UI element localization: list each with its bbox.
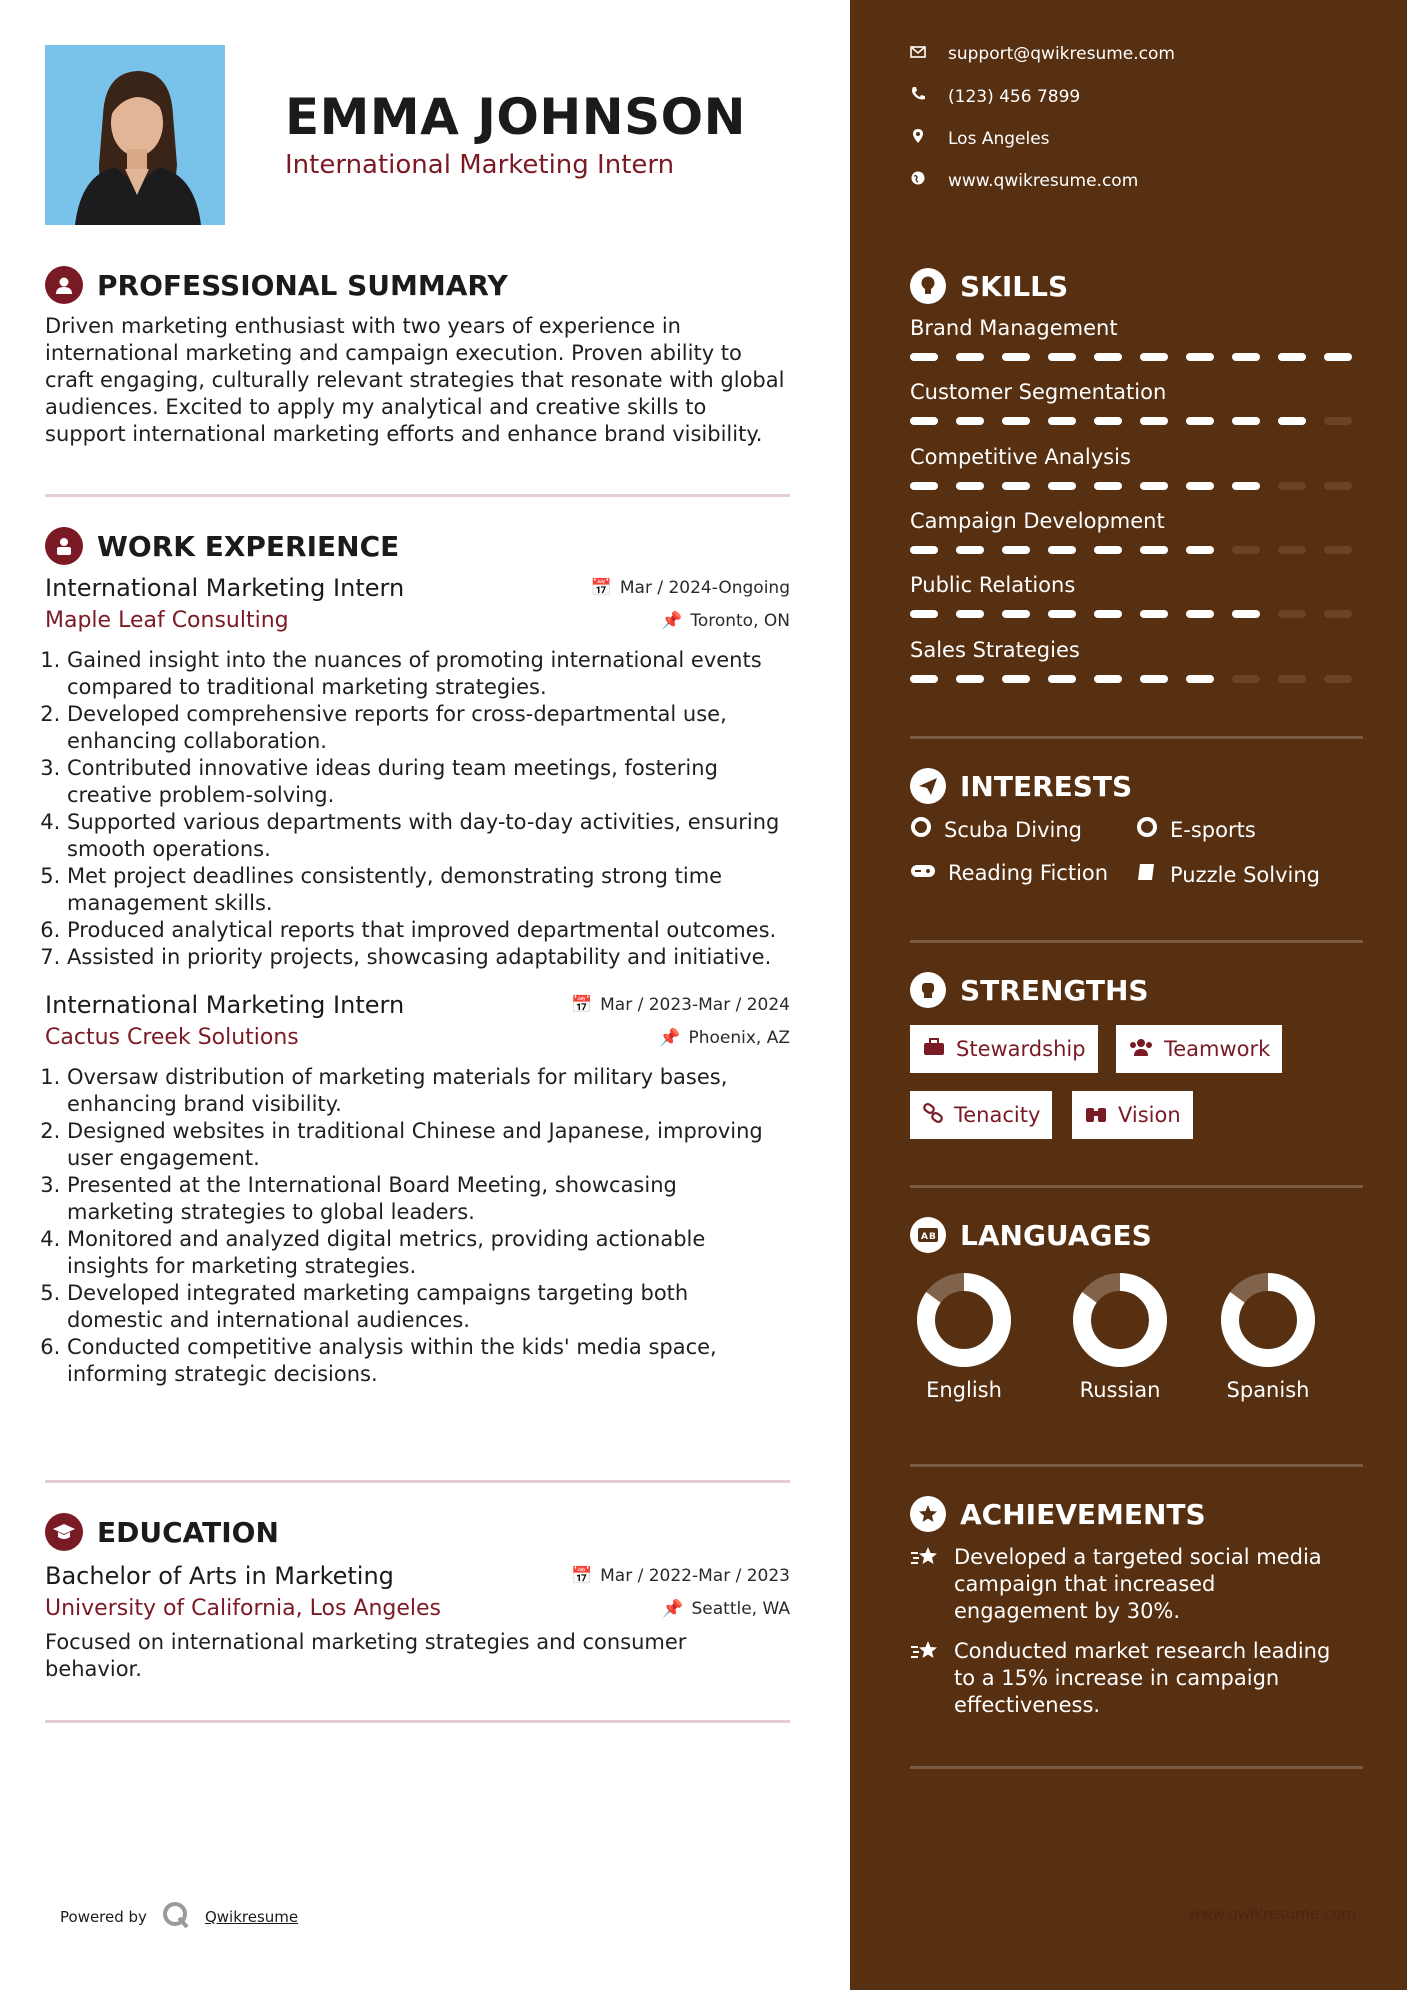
language-item: [1060, 1270, 1180, 1402]
svg-text:A: A: [921, 1232, 928, 1242]
calendar-icon: 📅: [570, 1566, 593, 1586]
education-dates: Mar / 2022-Mar / 2023: [600, 1566, 790, 1586]
skill-meter-segment: [1002, 675, 1030, 683]
fist-icon: [910, 972, 946, 1008]
summary-title: PROFESSIONAL SUMMARY: [97, 268, 508, 302]
life-ring-icon: [910, 816, 932, 843]
skill-meter-segment: [910, 353, 938, 361]
pin-icon: 📌: [659, 1027, 681, 1048]
skill-meter-segment: [1048, 610, 1076, 618]
skill-meter-segment: [1324, 546, 1352, 554]
skill-meter-segment: [1186, 353, 1214, 361]
skill-meter-segment: [956, 675, 984, 683]
calendar-icon: 📅: [590, 578, 612, 598]
skill-meter-segment: [956, 417, 984, 425]
language-name: Russian: [1079, 1378, 1161, 1402]
skill-meter-segment: [1186, 417, 1214, 425]
achievement-item: Developed a targeted social media campaign that increased engagement by 30%.: [910, 1544, 1350, 1625]
skill-name: Public Relations: [910, 573, 1076, 597]
star-badge-icon: [910, 1496, 946, 1532]
user-icon: [45, 266, 83, 304]
language-item: [904, 1270, 1024, 1402]
skill-meter-segment: [956, 610, 984, 618]
degree: Bachelor of Arts in Marketing: [45, 1562, 394, 1590]
list-item: 1. Oversaw distribution of marketing materials for military bases, enhancing brand visibility.: [67, 1064, 790, 1118]
skill-meter: [910, 675, 1363, 683]
job-dates: Mar / 2024-Ongoing: [619, 578, 790, 598]
skill-name: Competitive Analysis: [910, 445, 1131, 469]
language-ring: [914, 1270, 1014, 1370]
shooting-star-icon: [910, 1544, 940, 1625]
powered-by-footer: [60, 1900, 298, 1934]
skill-meter-segment: [1094, 417, 1122, 425]
list-item: 2. Designed websites in traditional Chinese and Japanese, improving user engagement.: [67, 1118, 790, 1172]
graduation-cap-icon: [45, 1513, 83, 1551]
skill-meter-segment: [1324, 675, 1352, 683]
divider: [910, 1464, 1363, 1467]
lightbulb-icon: [910, 268, 946, 304]
job-dates: Mar / 2023-Mar / 2024: [600, 995, 790, 1015]
strength-badge: Tenacity: [910, 1091, 1052, 1139]
skill-meter-segment: [1002, 417, 1030, 425]
skill-meter-segment: [1186, 482, 1214, 490]
shooting-star-icon: [910, 1638, 940, 1719]
svg-text:B: B: [929, 1232, 936, 1242]
list-item: 4. Monitored and analyzed digital metrics, providing actionable insights for marketing strategies.: [67, 1226, 790, 1280]
strength-badge: Stewardship: [910, 1025, 1098, 1073]
skill-meter-segment: [910, 610, 938, 618]
skill-meter-segment: [1094, 482, 1122, 490]
skill-meter-segment: [1232, 482, 1260, 490]
skill-meter-segment: [1048, 482, 1076, 490]
skill-item: [910, 509, 1363, 554]
skill-meter-segment: [1324, 482, 1352, 490]
strength-badge: Teamwork: [1116, 1025, 1282, 1073]
list-item: 2. Developed comprehensive reports for cross-departmental use, enhancing collaboration.: [67, 701, 790, 755]
skill-meter-segment: [910, 546, 938, 554]
strength-badge: Vision: [1072, 1091, 1193, 1139]
skill-meter-segment: [1278, 353, 1306, 361]
skill-meter-segment: [1002, 546, 1030, 554]
list-item: 4. Supported various departments with day-to-day activities, ensuring smooth operations.: [67, 809, 790, 863]
skill-meter-segment: [1324, 610, 1352, 618]
skill-meter-segment: [1094, 546, 1122, 554]
skill-meter-segment: [1324, 417, 1352, 425]
experience-section: [45, 526, 790, 1388]
skill-meter-segment: [1048, 675, 1076, 683]
binoculars-icon: [1084, 1102, 1108, 1129]
interest-item: E-sports: [1136, 816, 1256, 843]
languages-heading: A B LANGUAGES: [910, 1217, 1152, 1253]
profile-photo: [45, 45, 225, 225]
skill-meter-segment: [1278, 546, 1306, 554]
language-name: Spanish: [1226, 1378, 1310, 1402]
phone-icon: [910, 86, 926, 107]
divider: [45, 1720, 790, 1723]
candidate-name: EMMA JOHNSON: [285, 88, 746, 146]
book-icon: [1136, 861, 1158, 888]
divider: [910, 736, 1363, 739]
skill-meter-segment: [956, 353, 984, 361]
job-company: Maple Leaf Consulting: [45, 608, 289, 633]
list-item: 5. Met project deadlines consistently, demonstrating strong time management skills.: [67, 863, 790, 917]
skill-meter: [910, 546, 1363, 554]
skill-meter-segment: [1232, 417, 1260, 425]
language-name: English: [926, 1378, 1002, 1402]
job-entry: [45, 991, 790, 1388]
education-section: [45, 1512, 790, 1683]
candidate-role: International Marketing Intern: [285, 150, 675, 180]
list-item: 6. Conducted competitive analysis within the kids' media space, informing strategic decisions.: [67, 1334, 790, 1388]
divider: [910, 1185, 1363, 1188]
skill-meter-segment: [1140, 353, 1168, 361]
skill-meter-segment: [1232, 610, 1260, 618]
list-item: 3. Contributed innovative ideas during team meetings, fostering creative problem-solving.: [67, 755, 790, 809]
envelope-icon: [910, 44, 926, 64]
school: University of California, Los Angeles: [45, 1596, 442, 1621]
job-bullets: [45, 1064, 790, 1388]
skill-meter-segment: [1002, 610, 1030, 618]
skill-meter-segment: [1324, 353, 1352, 361]
skill-meter-segment: [1232, 675, 1260, 683]
job-title: International Marketing Intern: [45, 991, 405, 1019]
interest-item: Reading Fiction: [910, 861, 1108, 885]
skill-name: Sales Strategies: [910, 638, 1080, 662]
skill-meter: [910, 610, 1363, 618]
list-item: 6. Produced analytical reports that improved departmental outcomes.: [67, 917, 790, 944]
users-icon: [1128, 1037, 1154, 1062]
language-item: [1208, 1270, 1328, 1402]
education-location: Seattle, WA: [691, 1598, 790, 1619]
divider: [910, 1766, 1363, 1769]
powered-by-label: Powered by: [60, 1908, 147, 1926]
language-ring: [1070, 1270, 1170, 1370]
skill-meter-segment: [1278, 482, 1306, 490]
language-ring: [1218, 1270, 1318, 1370]
skill-item: [910, 638, 1363, 683]
contact-location: Los Angeles: [910, 128, 1050, 149]
skill-meter-segment: [1048, 417, 1076, 425]
skill-meter-segment: [1048, 546, 1076, 554]
skill-meter-segment: [1232, 546, 1260, 554]
toolbox-icon: [922, 1037, 946, 1062]
job-title: International Marketing Intern: [45, 574, 405, 602]
skill-meter-segment: [956, 482, 984, 490]
achievements-heading: ACHIEVEMENTS: [910, 1496, 1206, 1532]
interest-item: Scuba Diving: [910, 816, 1082, 843]
skill-meter-segment: [1186, 546, 1214, 554]
skill-meter-segment: [1186, 610, 1214, 618]
skill-name: Brand Management: [910, 316, 1118, 340]
language-icon: [910, 1217, 946, 1253]
skill-meter-segment: [910, 417, 938, 425]
skill-meter-segment: [1094, 353, 1122, 361]
skills-heading: SKILLS: [910, 268, 1068, 304]
contact-website[interactable]: www.qwikresume.com: [910, 170, 1138, 191]
skill-meter-segment: [1232, 353, 1260, 361]
divider: [45, 1480, 790, 1483]
education-description: Focused on international marketing strategies and consumer behavior.: [45, 1630, 687, 1681]
job-entry: [45, 574, 790, 971]
interest-item: Puzzle Solving: [1136, 861, 1320, 888]
achievement-item: Conducted market research leading to a 15% increase in campaign effectiveness.: [910, 1638, 1350, 1719]
job-company: Cactus Creek Solutions: [45, 1025, 299, 1050]
skill-meter-segment: [1002, 482, 1030, 490]
briefcase-user-icon: [45, 527, 83, 565]
skill-item: [910, 445, 1363, 490]
divider: [45, 494, 790, 497]
qwikresume-link[interactable]: Qwikresume: [204, 1908, 299, 1926]
contact-email[interactable]: support@qwikresume.com: [910, 44, 1175, 64]
skill-meter: [910, 482, 1363, 490]
skill-meter-segment: [1278, 610, 1306, 618]
job-location: Phoenix, AZ: [688, 1027, 790, 1048]
divider: [910, 940, 1363, 943]
globe-icon: [910, 170, 926, 191]
pin-icon: 📌: [661, 610, 683, 631]
interests-heading: INTERESTS: [910, 768, 1132, 804]
summary-text: Driven marketing enthusiast with two years of experience in international marketing and campaign execution. Proven ability to craft engaging, culturally relevant strategies that resonate with global audiences. Excited to apply my analytical and creative skills to support international marketing efforts and enhance brand visibility.: [45, 314, 785, 446]
skill-meter-segment: [910, 482, 938, 490]
skill-meter-segment: [1094, 675, 1122, 683]
skill-meter-segment: [956, 546, 984, 554]
strengths-heading: STRENGTHS: [910, 972, 1149, 1008]
calendar-icon: 📅: [570, 995, 593, 1015]
skill-meter-segment: [1186, 675, 1214, 683]
location-pin-icon: [910, 128, 926, 149]
pin-icon: 📌: [662, 1598, 684, 1619]
qwikresume-logo-icon: [161, 1900, 191, 1934]
skill-meter: [910, 417, 1363, 425]
list-item: 1. Gained insight into the nuances of promoting international events compared to traditional marketing strategies.: [67, 647, 790, 701]
skill-meter-segment: [1278, 417, 1306, 425]
list-item: 5. Developed integrated marketing campaigns targeting both domestic and international audiences.: [67, 1280, 790, 1334]
job-bullets: [45, 647, 790, 971]
footer-website: www.qwikresume.com: [1188, 1905, 1356, 1923]
job-location: Toronto, ON: [690, 610, 790, 631]
contact-phone[interactable]: (123) 456 7899: [910, 86, 1080, 107]
skill-name: Customer Segmentation: [910, 380, 1167, 404]
experience-title: WORK EXPERIENCE: [97, 529, 400, 563]
list-item: 7. Assisted in priority projects, showcasing adaptability and initiative.: [67, 944, 790, 971]
skill-meter-segment: [1140, 417, 1168, 425]
skill-meter-segment: [1048, 353, 1076, 361]
skill-meter: [910, 353, 1363, 361]
skill-meter-segment: [910, 675, 938, 683]
skill-name: Campaign Development: [910, 509, 1165, 533]
gamepad-icon: [910, 861, 936, 885]
life-ring-icon: [1136, 816, 1158, 843]
paper-plane-icon: [910, 768, 946, 804]
link-icon: [922, 1102, 944, 1129]
skill-meter-segment: [1140, 546, 1168, 554]
skill-meter-segment: [1278, 675, 1306, 683]
list-item: 3. Presented at the International Board Meeting, showcasing marketing strategies to global leaders.: [67, 1172, 790, 1226]
skill-item: [910, 380, 1363, 425]
skill-item: [910, 316, 1363, 361]
skill-meter-segment: [1140, 610, 1168, 618]
education-title: EDUCATION: [97, 1515, 279, 1549]
skill-item: [910, 573, 1363, 618]
skill-meter-segment: [1094, 610, 1122, 618]
summary-section: [45, 265, 790, 448]
skill-meter-segment: [1002, 353, 1030, 361]
skill-meter-segment: [1140, 482, 1168, 490]
skill-meter-segment: [1140, 675, 1168, 683]
